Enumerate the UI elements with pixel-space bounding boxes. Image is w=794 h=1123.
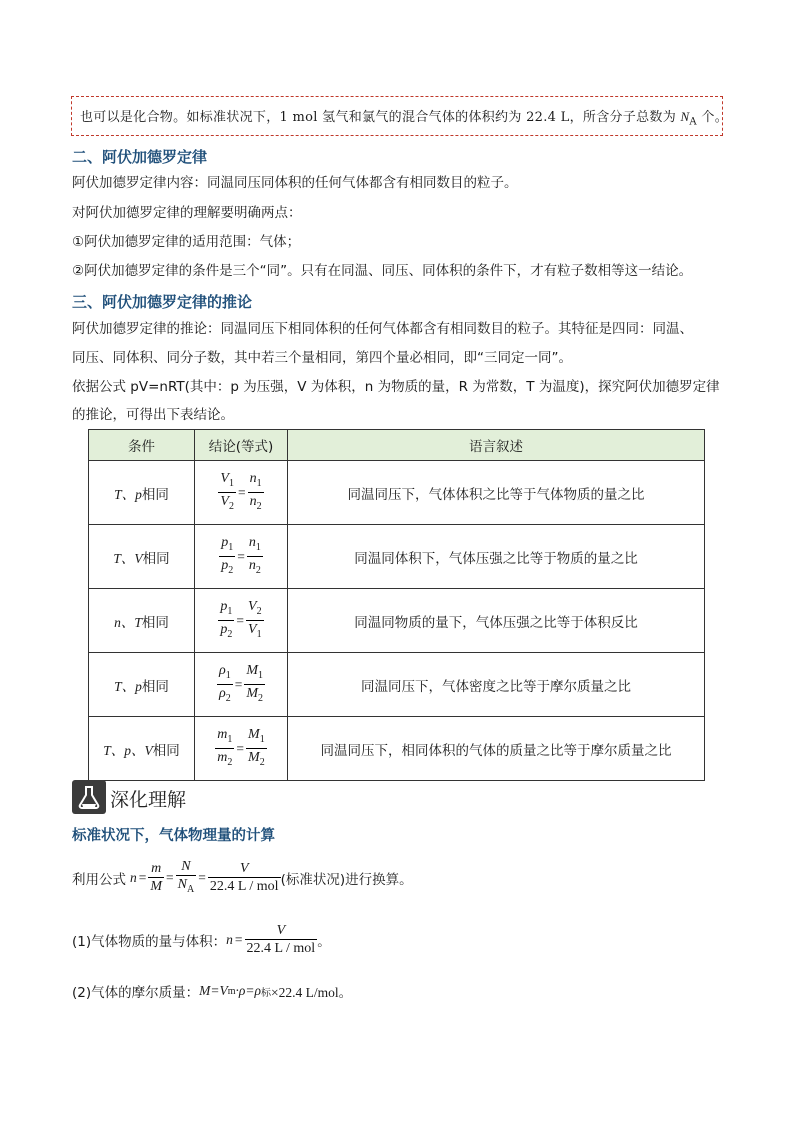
row-conclusion	[195, 717, 288, 781]
frac-m: m	[151, 861, 162, 877]
header-conclusion: 结论(等式)	[195, 430, 288, 461]
note-box	[71, 96, 728, 136]
row-conclusion	[195, 589, 288, 653]
item2-formula	[72, 981, 352, 1001]
condition-vars: n、T	[114, 614, 142, 630]
frac-V-Vm	[208, 860, 281, 895]
section3-para1-line1: 阿伏加德罗定律的推论：同温同压下相同体积的任何气体都含有相同数目的粒子。其特征是四同：同温、	[72, 321, 693, 337]
table-row	[89, 461, 705, 525]
section2-content: 阿伏加德罗定律内容：同温同压同体积的任何气体都含有相同数目的粒子。	[72, 175, 518, 191]
table-row	[89, 525, 705, 589]
header-description: 语言叙述	[288, 430, 705, 461]
row-description: 同温同压下，气体体积之比等于气体物质的量之比	[288, 461, 705, 525]
item2-m-sub: m	[227, 985, 236, 997]
condition-vars: T、p	[114, 486, 142, 502]
flask-icon	[72, 780, 106, 814]
right-fraction: $\frac{M_1}{M_2}$	[244, 662, 265, 707]
na-sub: A	[689, 116, 697, 128]
left-fraction: $\frac{m_1}{m_2}$	[215, 726, 234, 771]
section2-point2: ②阿伏加德罗定律的条件是三个“同”。只有在同温、同压、同体积的条件下，才有粒子数相等这一结论。	[72, 263, 693, 279]
condition-vars: T、V	[113, 550, 143, 566]
row-description: 同温同物质的量下，气体压强之比等于体积反比	[288, 589, 705, 653]
frac-m-M	[148, 860, 164, 895]
condition-vars: T、p	[114, 678, 142, 694]
frac-M: M	[150, 879, 163, 895]
formula-eq1: =	[138, 869, 147, 885]
section2-points-intro: 对阿伏加德罗定律的理解要明确两点：	[72, 205, 302, 221]
right-fraction: $\frac{M_1}{M_2}$	[246, 726, 267, 771]
inference-table	[88, 429, 705, 781]
frac-molar-volume: 22.4 L / mol	[209, 879, 279, 895]
left-fraction: $\frac{p_1}{p_2}$	[219, 534, 235, 579]
item1-formula	[72, 922, 331, 957]
equals-sign: =	[236, 612, 245, 628]
equals-sign: =	[237, 548, 245, 564]
frac-NA: $N_A$	[176, 875, 197, 898]
formula-n: n	[130, 869, 137, 885]
note-text-before: 也可以是化合物。如标准状况下，1 mol 氢气和氯气的混合气体的体积约为 22.4 L，所含分子总数为	[80, 110, 676, 125]
frac-N-NA	[176, 858, 197, 898]
item1-frac-V: V	[276, 923, 286, 938]
equals-sign: =	[237, 484, 246, 500]
equals-sign: =	[236, 740, 245, 756]
row-condition	[89, 717, 195, 781]
item1-prefix: (1)气体物质的量与体积：	[72, 933, 227, 950]
table-header-row	[89, 430, 705, 461]
item1-n: n	[226, 931, 233, 947]
item2-rho: ·ρ=ρ	[235, 983, 261, 998]
section2-title: 二、阿伏加德罗定律	[72, 148, 208, 166]
section2-point1: ①阿伏加德罗定律的适用范围：气体；	[72, 234, 301, 250]
row-condition	[89, 589, 195, 653]
note-text	[80, 106, 728, 128]
condition-suffix: 相同	[141, 678, 169, 695]
frac-V: V	[239, 861, 249, 877]
note-text-after: 个。	[701, 110, 728, 125]
deep-subtitle: 标准状况下，气体物理量的计算	[72, 828, 275, 844]
row-condition	[89, 653, 195, 717]
condition-vars: T、p、V	[103, 742, 153, 758]
row-description: 同温同压下，气体密度之比等于摩尔质量之比	[288, 653, 705, 717]
item2-rho-sub: 标	[260, 987, 271, 999]
section3-para2-line1: 依据公式 pV=nRT(其中：p 为压强，V 为体积，n 为物质的量，R 为常数，T 为温度)，探究阿伏加德罗定律	[72, 379, 720, 395]
item1-eq: =	[234, 931, 243, 947]
frac-N: N	[181, 859, 191, 874]
left-fraction: $\frac{\rho_1}{\rho_2}$	[217, 662, 233, 707]
row-condition	[89, 525, 195, 589]
formula-prefix: 利用公式	[72, 871, 126, 888]
item2-formula-main: M=V	[199, 983, 228, 998]
item2-prefix: (2)气体的摩尔质量：	[72, 985, 200, 1001]
row-conclusion	[195, 525, 288, 589]
left-fraction: $\frac{V_1}{V_2}$	[218, 470, 236, 515]
section3-para2-line2: 的推论，可得出下表结论。	[72, 407, 234, 423]
item2-tail: ×22.4 L/mol。	[270, 985, 353, 1000]
right-fraction: $\frac{n_1}{n_2}$	[248, 470, 264, 515]
condition-suffix: 相同	[142, 550, 170, 567]
left-fraction: $\frac{p_1}{p_2}$	[218, 598, 234, 643]
deep-title: 深化理解	[110, 789, 187, 811]
row-description: 同温同体积下，气体压强之比等于物质的量之比	[288, 525, 705, 589]
table-row	[89, 589, 705, 653]
header-condition: 条件	[89, 430, 195, 461]
section3-para1-line2: 同压、同体积、同分子数，其中若三个量相同，第四个量必相同，即“三同定一同”。	[72, 350, 572, 366]
equals-sign: =	[234, 676, 243, 692]
formula-suffix: (标准状况)进行换算。	[280, 871, 413, 888]
item1-frac-molar-volume: 22.4 L / mol	[246, 941, 316, 956]
right-fraction: $\frac{n_1}{n_2}$	[247, 534, 263, 579]
row-description: 同温同压下，相同体积的气体的质量之比等于摩尔质量之比	[288, 717, 705, 781]
row-conclusion	[195, 653, 288, 717]
condition-suffix: 相同	[141, 486, 169, 503]
main-formula	[72, 858, 413, 898]
row-condition	[89, 461, 195, 525]
table-row	[89, 653, 705, 717]
condition-suffix: 相同	[141, 614, 169, 631]
row-conclusion	[195, 461, 288, 525]
na-symbol: N	[680, 109, 690, 124]
formula-eq2: =	[166, 869, 174, 885]
condition-suffix: 相同	[152, 742, 180, 759]
right-fraction: $\frac{V_2}{V_1}$	[246, 598, 264, 643]
table-row	[89, 717, 705, 781]
formula-eq3: =	[198, 869, 206, 885]
item1-frac	[245, 922, 318, 957]
section3-title: 三、阿伏加德罗定律的推论	[72, 293, 253, 311]
item1-suffix: 。	[317, 933, 331, 950]
